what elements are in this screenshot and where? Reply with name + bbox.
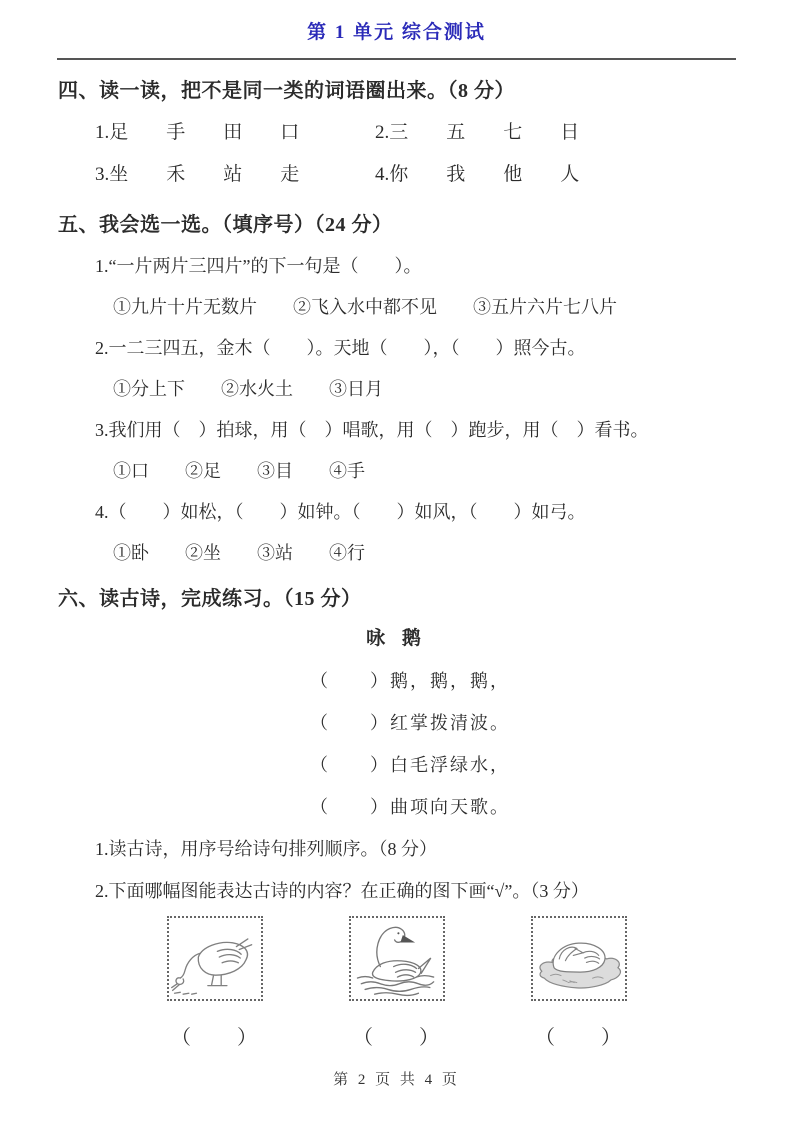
word-row-2 xyxy=(58,162,735,188)
word-row-1 xyxy=(58,120,735,146)
six-subquestion-2: 2.下面哪幅图能表达古诗的内容？在正确的图下画“√”。（3 分） xyxy=(95,881,589,901)
word-group-1: 1.足 手 田 口 xyxy=(95,122,300,143)
picture-choice-row xyxy=(58,916,735,1001)
section-six-heading: 六、读古诗，完成练习。（15 分） xyxy=(58,588,362,610)
answer-blank-2[interactable]: （ ） xyxy=(353,1027,441,1049)
q1-stem: 1.“一片两片三四片”的下一句是（ ）。 xyxy=(95,256,422,276)
header-divider xyxy=(57,58,736,60)
section-four-heading: 四、读一读，把不是同一类的词语圈出来。（8 分） xyxy=(58,80,515,102)
q3-options: ①口 ②足 ③目 ④手 xyxy=(113,461,365,481)
q2-options: ①分上下 ②水火土 ③日月 xyxy=(113,379,383,399)
q2-stem: 2.一二三四五，金木（ ）。天地（ ），（ ）照今古。 xyxy=(95,338,586,358)
q3-stem: 3.我们用（ ）拍球，用（ ）唱歌，用（ ）跑步，用（ ）看书。 xyxy=(95,420,649,440)
poem-line-4: （ ）曲项向天歌。 xyxy=(310,797,510,817)
page-content xyxy=(0,78,793,1050)
answer-blank-1[interactable]: （ ） xyxy=(171,1027,259,1049)
page-number-footer: 第 2 页 共 4 页 xyxy=(333,1072,460,1088)
word-group-4: 4.你 我 他 人 xyxy=(375,164,580,185)
picture-choice-goose-nesting[interactable] xyxy=(531,916,627,1001)
swan-swimming-drawing xyxy=(351,919,443,998)
q4-stem: 4.（ ）如松，（ ）如钟。（ ）如风，（ ）如弓。 xyxy=(95,502,586,522)
page-title: 第 1 单元 综合测试 xyxy=(307,22,486,43)
word-group-2: 2.三 五 七 日 xyxy=(375,122,580,143)
picture-choice-swan-swimming[interactable] xyxy=(349,916,445,1001)
goose-pecking-drawing xyxy=(169,919,261,998)
section-five-heading: 五、我会选一选。（填序号）（24 分） xyxy=(58,214,393,236)
picture-choice-goose-pecking[interactable] xyxy=(167,916,263,1001)
q1-options: ①九片十片无数片 ②飞入水中都不见 ③五片六片七八片 xyxy=(113,297,617,317)
six-subquestion-1: 1.读古诗，用序号给诗句排列顺序。（8 分） xyxy=(95,839,437,859)
goose-nesting-drawing xyxy=(533,919,625,998)
poem-title: 咏 鹅 xyxy=(366,628,427,649)
answer-blank-row xyxy=(58,1021,735,1050)
poem-line-2: （ ）红掌拨清波。 xyxy=(310,713,510,733)
poem-line-3: （ ）白毛浮绿水， xyxy=(310,755,510,775)
answer-blank-3[interactable]: （ ） xyxy=(535,1027,623,1049)
poem-line-1: （ ）鹅，鹅，鹅， xyxy=(310,671,510,691)
word-group-3: 3.坐 禾 站 走 xyxy=(95,164,300,185)
q4-options: ①卧 ②坐 ③站 ④行 xyxy=(113,543,365,563)
